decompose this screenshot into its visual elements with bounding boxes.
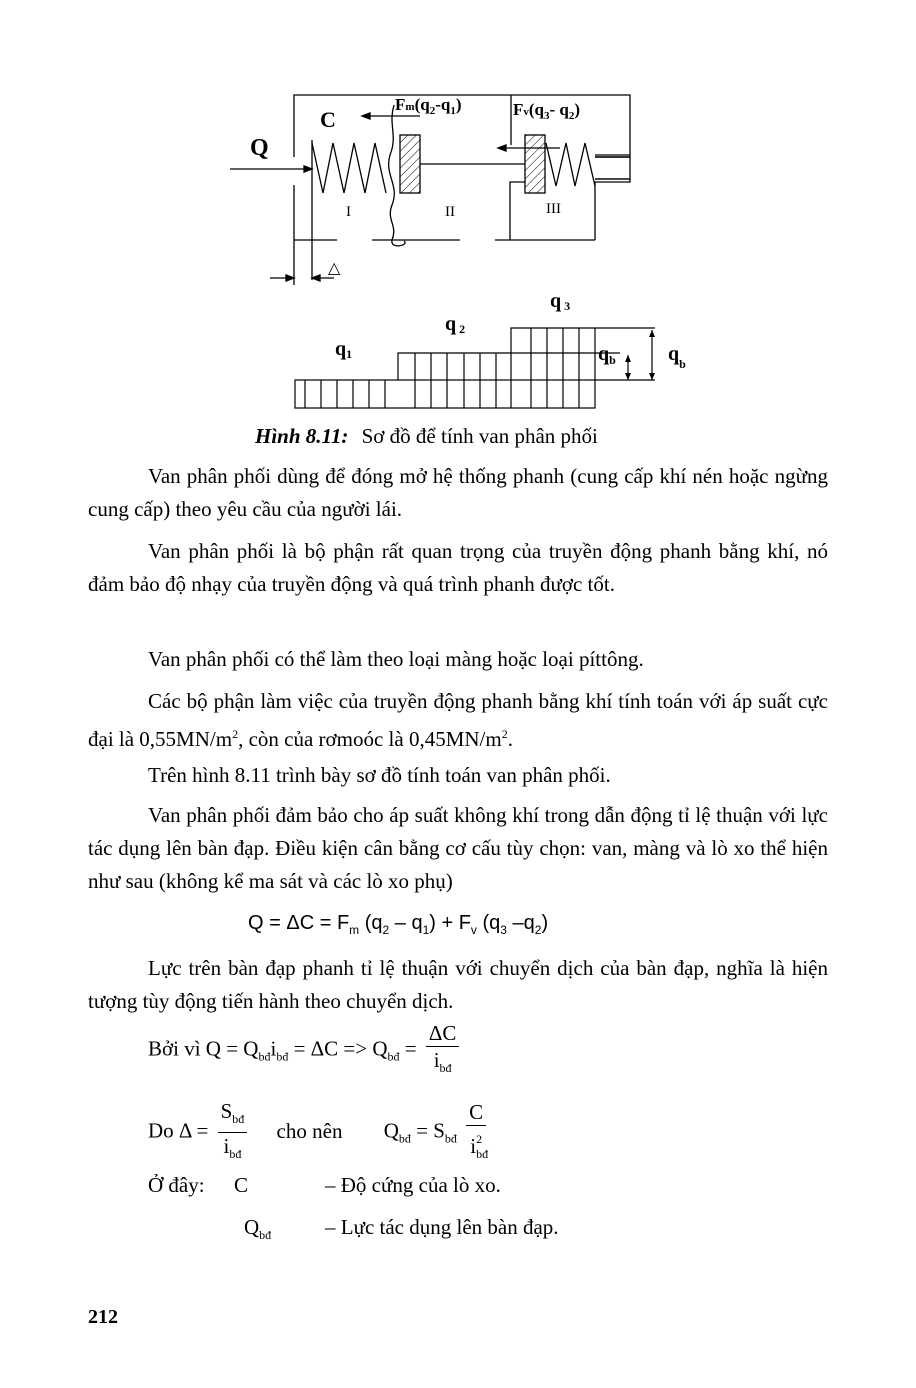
fraction-sbd-over-ibd: $\frac{S_{bđ}}{i_{bđ}}$ xyxy=(218,1098,248,1167)
definition-desc-Qbd: – Lực tác dụng lên bàn đạp. xyxy=(325,1215,559,1239)
paragraph-7: Lực trên bàn đạp phanh tỉ lệ thuận với chuyển dịch của bàn đạp, nghĩa là hiện tượng tùy động tiến hành theo chuyển dịch. xyxy=(88,956,828,1013)
since-equation: Do Δ = $\frac{S_{bđ}}{i_{bđ}}$ cho nên $Q_{bđ} = S_{bđ}$ $\frac{C}{i_{bđ}^2}$ xyxy=(148,1098,490,1167)
svg-text:II: II xyxy=(445,204,455,220)
fraction-C-over-ibd2: $\frac{C}{i_{bđ}^2}$ xyxy=(466,1099,486,1167)
svg-text:Fm(q2-q1): $Fm(q_2-q_1)$ xyxy=(395,95,462,117)
paragraph-2: Van phân phối là bộ phận rất quan trọng của truyền động phanh bằng khí, nó đảm bảo độ nhạy của truyền động và quá trình phanh được tốt. xyxy=(88,539,828,596)
svg-text:I: I xyxy=(346,204,351,220)
definition-symbol-Qbd: $Q_{bđ}$ xyxy=(244,1215,272,1243)
balance-equation: $Q = \Delta C = F_m$ $(q_2 - q_1) + F_v$ ($q_3$ $-q_2$) xyxy=(248,912,549,937)
svg-text:qb: $q_b$ xyxy=(668,343,686,371)
label-Q: Q xyxy=(250,135,269,161)
paragraph-5: Trên hình 8.11 trình bày sơ đồ tính toán van phân phối. xyxy=(148,763,611,787)
because-equation: Bởi vì $Q = Q_{bđ}i_{bđ} = \Delta C => Q_{bđ}$ = $\frac{\Delta C}{i_{bđ}}$ xyxy=(148,1020,463,1081)
paragraph-1: Van phân phối dùng để đóng mở hệ thống phanh (cung cấp khí nén hoặc ngừng cung cấp) theo yêu cầu của người lái. xyxy=(88,464,828,521)
svg-text:qb: $q_b$ xyxy=(598,343,616,367)
svg-text:q1: q1 xyxy=(335,338,353,361)
svg-text:III: III xyxy=(546,201,561,217)
svg-text:C: C xyxy=(320,107,336,132)
paragraph-4: Các bộ phận làm việc của truyền động phanh bằng khí tính toán với áp suất cực đại là $0,55MN/m^2$, còn của rơmoóc là $0,45MN/m^2$. xyxy=(88,689,828,751)
svg-text:q 2: q 2 xyxy=(445,313,466,336)
valve-diagram xyxy=(220,85,690,415)
svg-text:Fv(q3- q2): $Fv(q_3-$ $q_2$) xyxy=(513,100,581,122)
definition-desc-C: – Độ cứng của lò xo. xyxy=(325,1173,501,1197)
caption-label: Hình 8.11: xyxy=(255,424,349,448)
svg-text:q 3: q 3 xyxy=(550,290,571,313)
figure-caption xyxy=(255,424,598,449)
page-number: 212 xyxy=(88,1306,118,1328)
fraction-deltaC-over-ibd: $\frac{\Delta C}{i_{bđ}}$ xyxy=(426,1020,460,1081)
paragraph-6: Van phân phối đảm bảo cho áp suất không khí trong dẫn động tỉ lệ thuận với lực tác dụng lên bàn đạp. Điều kiện cân bằng cơ cấu tùy chọn: van, màng và lò xo thể hiện như sau (không kể ma sát và các lò xo phụ) xyxy=(88,803,828,893)
caption-text: Sơ đồ để tính van phân phối xyxy=(361,424,598,448)
svg-text:△: △ xyxy=(328,260,341,277)
paragraph-3: Van phân phối có thể làm theo loại màng hoặc loại píttông. xyxy=(148,647,644,671)
definition-intro: Ở đây: xyxy=(148,1173,205,1197)
definition-symbol-C: C xyxy=(234,1173,249,1197)
